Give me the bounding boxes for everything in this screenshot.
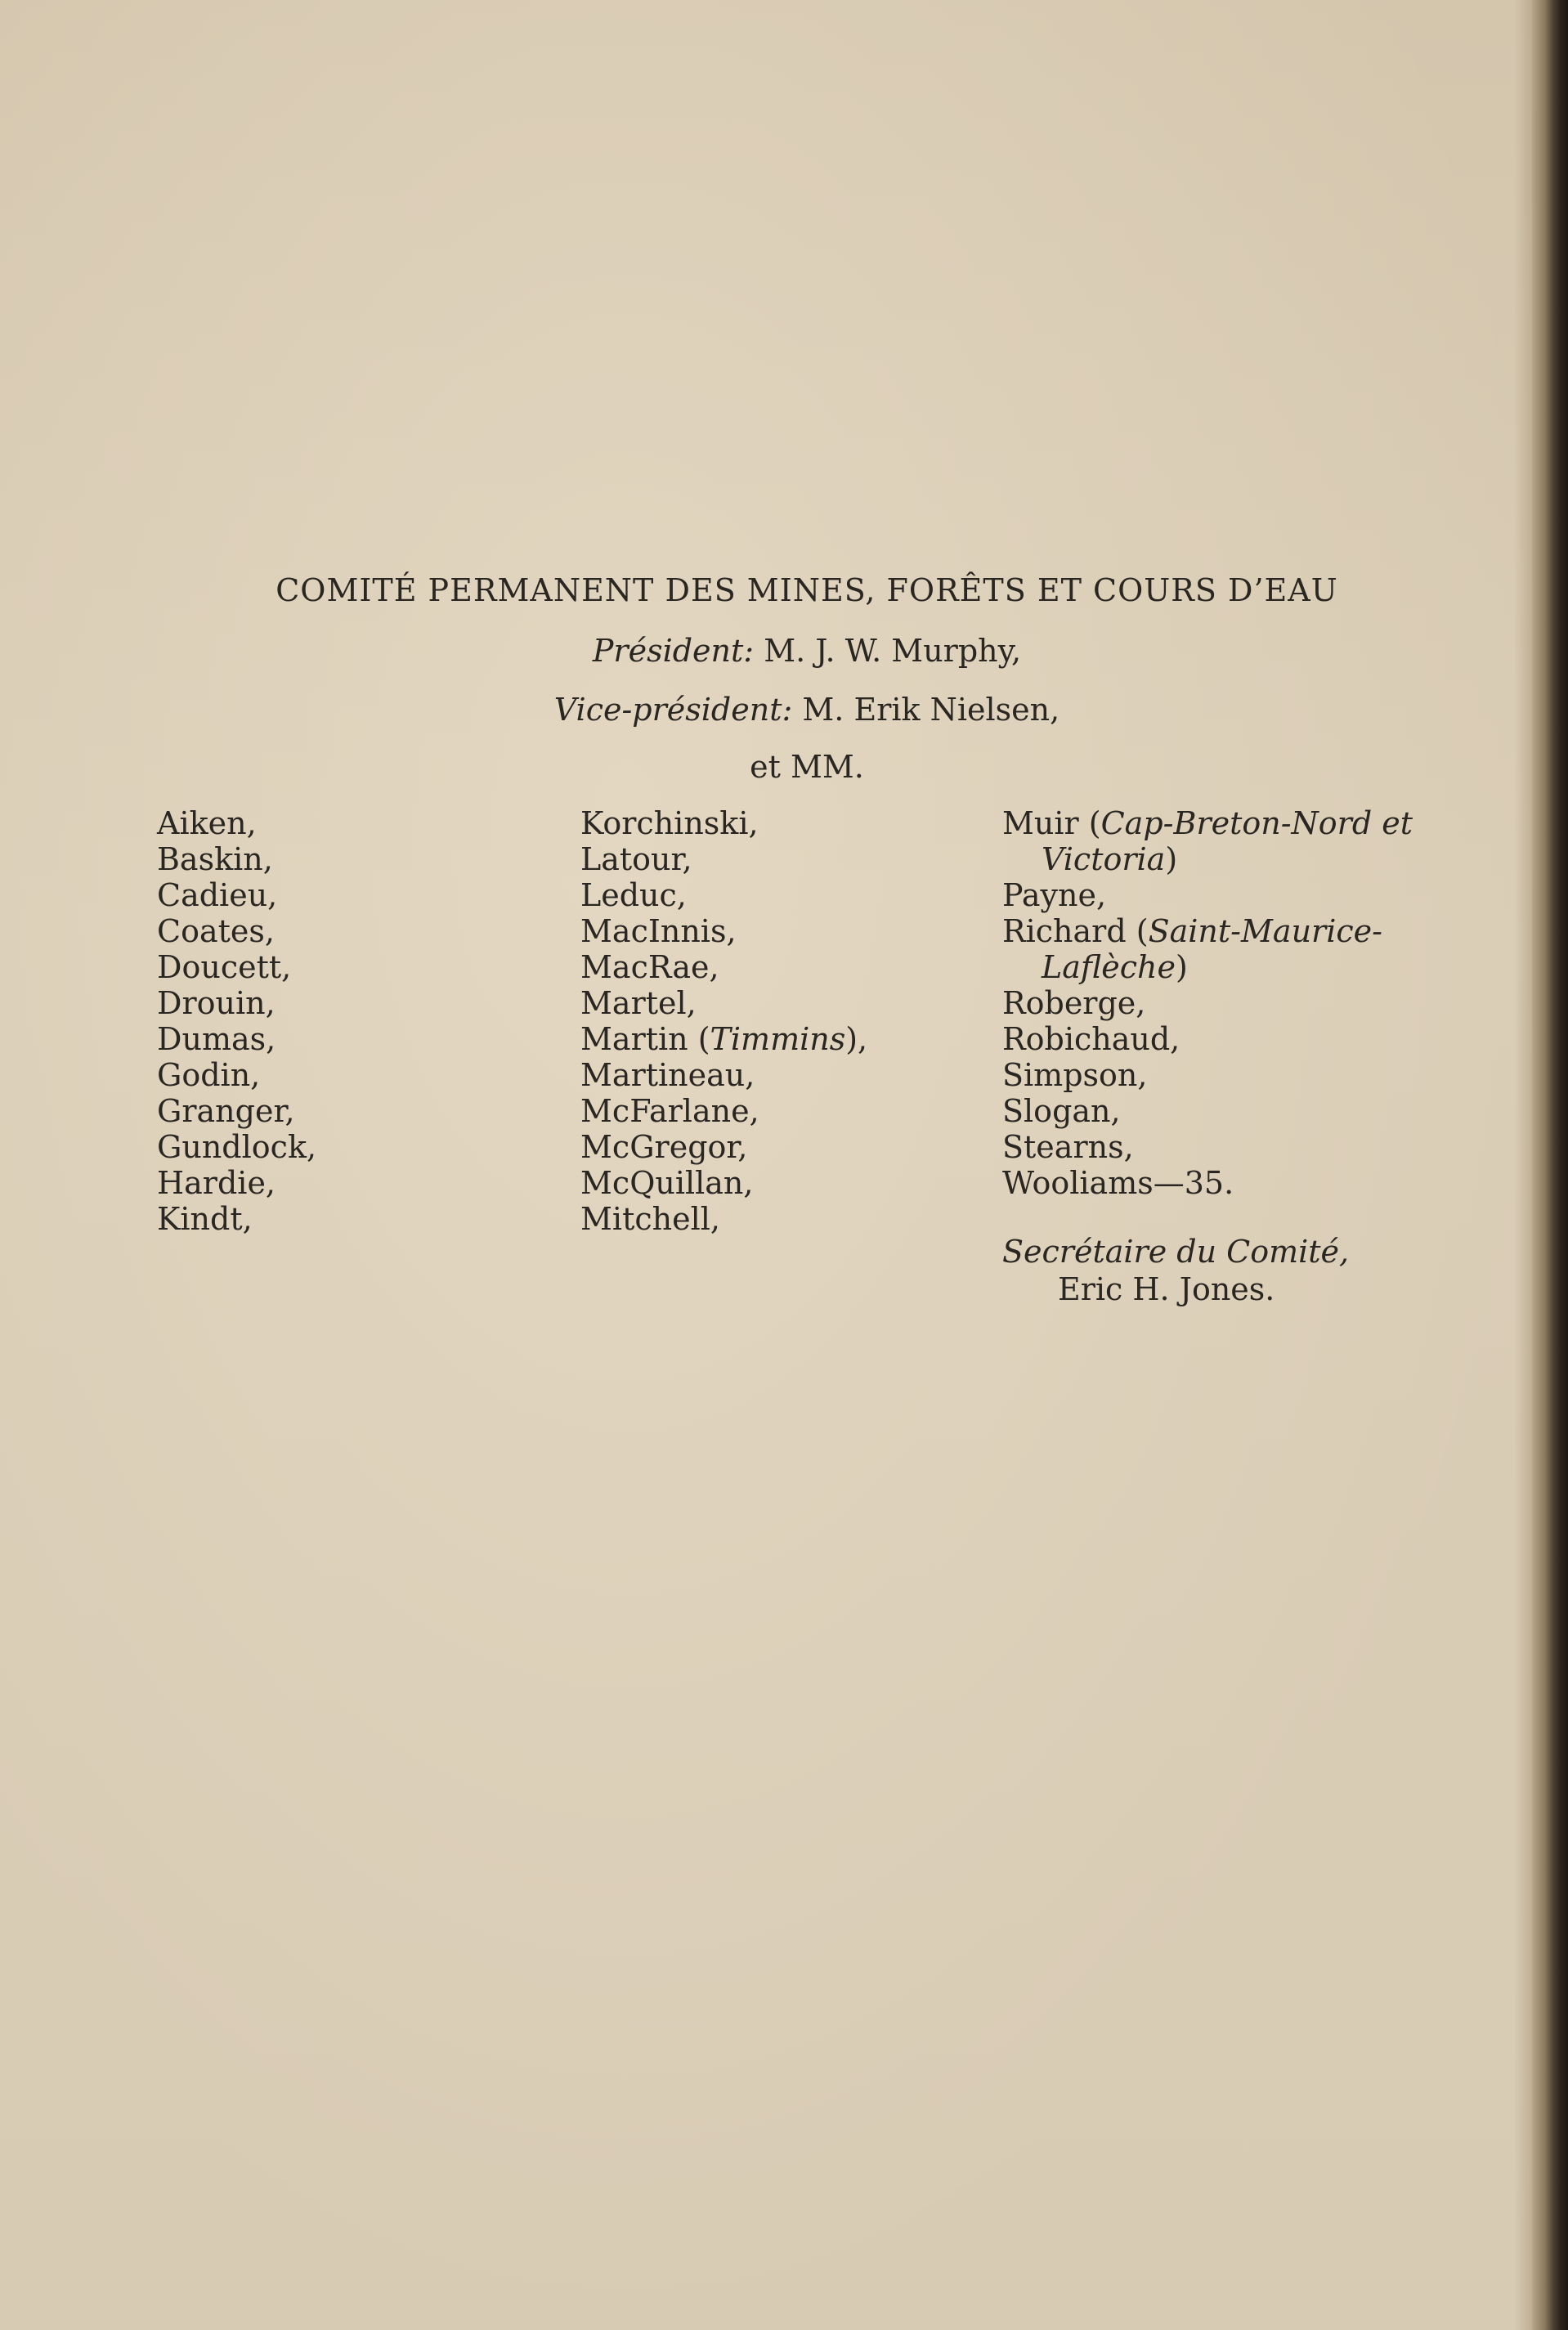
- member-name: Martin (: [580, 1021, 710, 1057]
- president-line: [23, 633, 1568, 669]
- president-name: M. J. W. Murphy,: [764, 633, 1022, 669]
- member-riding: Saint-Maurice-: [1148, 913, 1382, 949]
- member-name: Granger,: [157, 1093, 295, 1129]
- member-name: Robichaud,: [1002, 1021, 1180, 1057]
- member-riding: Timmins: [710, 1021, 846, 1057]
- book-spine: [1532, 0, 1568, 2330]
- member-name: Baskin,: [157, 841, 273, 877]
- member-name: Coates,: [157, 913, 275, 949]
- member-name: Wooliams—35.: [1002, 1165, 1234, 1201]
- vice-president-line: [23, 692, 1568, 728]
- member-riding: Laflèche: [1042, 949, 1176, 985]
- member-name: Stearns,: [1002, 1129, 1134, 1165]
- member-name: McFarlane,: [580, 1093, 759, 1129]
- vice-president-name: M. Erik Nielsen,: [802, 692, 1060, 728]
- president-role: Président:: [592, 633, 755, 669]
- member-riding: Cap-Breton-Nord et: [1100, 805, 1413, 841]
- member-name: Latour,: [580, 841, 692, 877]
- member-name: MacInnis,: [580, 913, 737, 949]
- member-riding-close: ): [1175, 949, 1188, 985]
- member-name: Aiken,: [157, 805, 257, 841]
- member-riding-continued: [1002, 949, 1413, 985]
- member-name: Martineau,: [580, 1057, 755, 1093]
- secretary-title: Secrétaire du Comité,: [1002, 1234, 1350, 1270]
- member-name: McQuillan,: [580, 1165, 754, 1201]
- member-name: Leduc,: [580, 877, 687, 913]
- member-riding-close: ),: [845, 1021, 868, 1057]
- secretary-name: Eric H. Jones.: [1058, 1271, 1275, 1307]
- member-name: MacRae,: [580, 949, 719, 985]
- member-column-3: [1002, 805, 1413, 1201]
- member-name: McGregor,: [580, 1129, 748, 1165]
- member-column-2: [580, 805, 867, 1237]
- member-name: Martel,: [580, 985, 697, 1021]
- member-name: Godin,: [157, 1057, 261, 1093]
- member-muir: [1002, 805, 1413, 841]
- member-column-1: [157, 805, 316, 1237]
- committee-title: COMITÉ PERMANENT DES MINES, FORÊTS ET COURS D’EAU: [276, 572, 1338, 608]
- member-name: Simpson,: [1002, 1057, 1148, 1093]
- members-intro: et MM.: [750, 749, 864, 785]
- vice-president-role: Vice-président:: [553, 692, 793, 728]
- member-name: Kindt,: [157, 1201, 253, 1237]
- page-shadow: [1514, 0, 1532, 2330]
- member-name: Muir (: [1002, 805, 1101, 841]
- member-name: Cadieu,: [157, 877, 278, 913]
- member-name: Hardie,: [157, 1165, 276, 1201]
- member-name: Gundlock,: [157, 1129, 317, 1165]
- member-richard: [1002, 913, 1413, 949]
- member-name: Roberge,: [1002, 985, 1146, 1021]
- member-riding: Victoria: [1042, 841, 1166, 877]
- member-riding-continued: [1002, 841, 1413, 877]
- member-name: Mitchell,: [580, 1201, 720, 1237]
- member-name: Doucett,: [157, 949, 292, 985]
- member-name: Drouin,: [157, 985, 276, 1021]
- member-riding-close: ): [1165, 841, 1178, 877]
- member-martin: [580, 1021, 867, 1057]
- member-name: Korchinski,: [580, 805, 759, 841]
- member-name: Slogan,: [1002, 1093, 1121, 1129]
- member-name: Payne,: [1002, 877, 1107, 913]
- member-name: Dumas,: [157, 1021, 276, 1057]
- committee-secretary: [1002, 1233, 1349, 1308]
- member-name: Richard (: [1002, 913, 1149, 949]
